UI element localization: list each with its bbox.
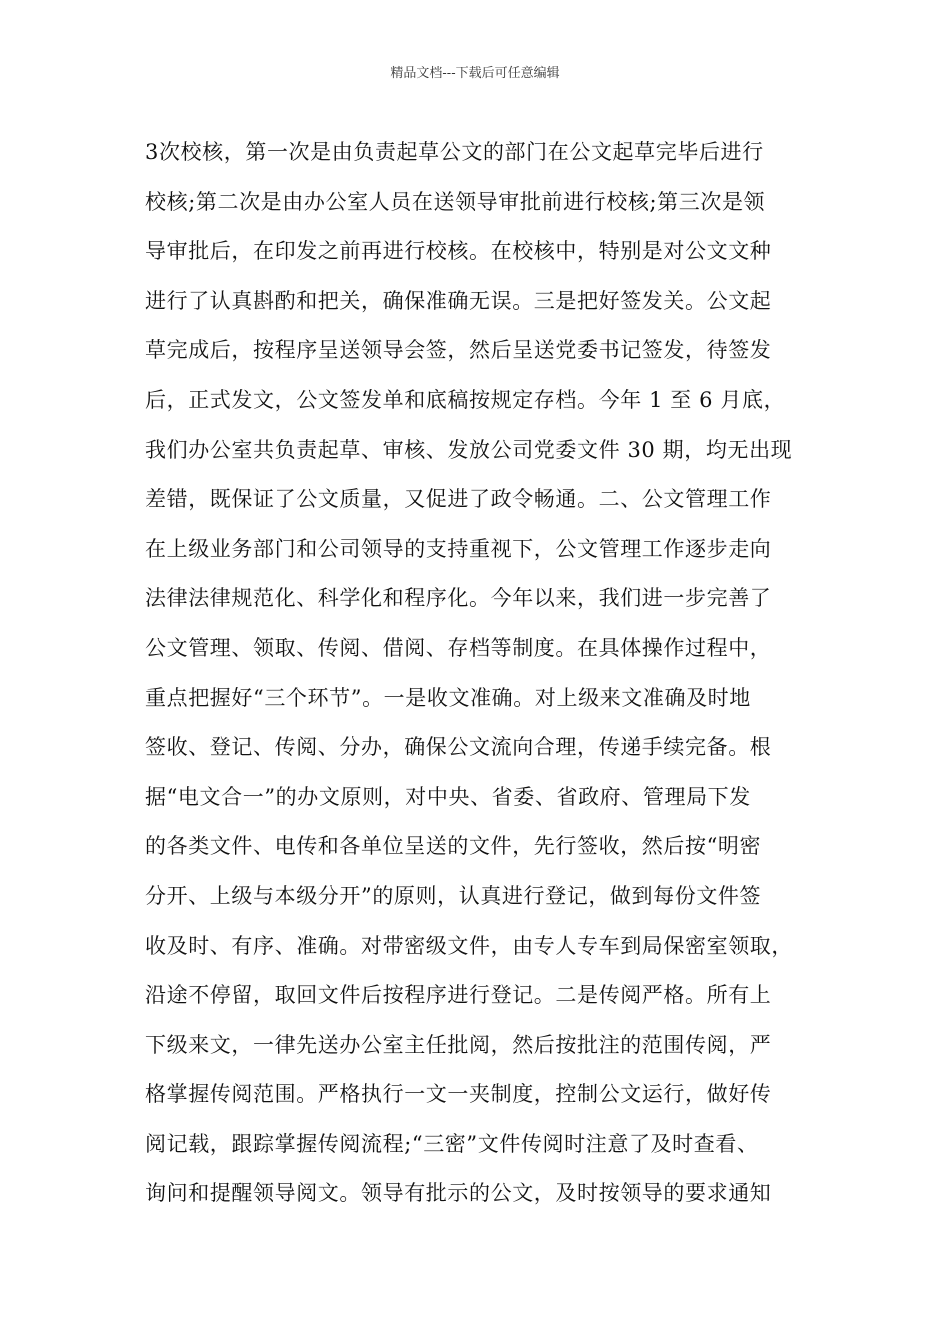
body-line: 草完成后，按程序呈送领导会签，然后呈送党委书记签发，待签发: [145, 338, 772, 363]
body-line: 的各类文件、电传和各单位呈送的文件，先行签收，然后按“明密: [145, 834, 762, 859]
body-line: 询问和提醒领导阅文。领导有批示的公文，及时按领导的要求通知: [145, 1181, 772, 1206]
body-line: 差错，既保证了公文质量，又促进了政令畅通。二、公文管理工作: [145, 487, 772, 512]
body-line: 公文管理、领取、传阅、借阅、存档等制度。在具体操作过程中，: [145, 635, 772, 660]
body-line: 后，正式发文，公文签发单和底稿按规定存档。今年 1 至 6 月底，: [145, 387, 786, 412]
body-line: 签收、登记、传阅、分办，确保公文流向合理，传递手续完备。根: [145, 735, 772, 760]
body-line: 在上级业务部门和公司领导的支持重视下，公文管理工作逐步走向: [145, 536, 772, 561]
body-line: 导审批后，在印发之前再进行校核。在校核中，特别是对公文文种: [145, 239, 772, 264]
body-line: 据“电文合一”的办文原则，对中央、省委、省政府、管理局下发: [145, 784, 751, 809]
body-line: 进行了认真斟酌和把关，确保准确无误。三是把好签发关。公文起: [145, 288, 772, 313]
body-line: 分开、上级与本级分开”的原则，认真进行登记，做到每份文件签: [145, 883, 762, 908]
body-line: 3次校核，第一次是由负责起草公文的部门在公文起草完毕后进行: [145, 140, 764, 164]
body-line: 沿途不停留，取回文件后按程序进行登记。二是传阅严格。所有上: [145, 983, 772, 1008]
document-body: [145, 132, 845, 1223]
body-line: 法律法律规范化、科学化和程序化。今年以来，我们进一步完善了: [145, 586, 772, 611]
page-header: 精品文档---下载后可任意编辑: [390, 66, 560, 81]
body-line: 重点把握好“三个环节”。一是收文准确。对上级来文准确及时地: [145, 685, 751, 710]
body-line: 格掌握传阅范围。严格执行一文一夹制度，控制公文运行，做好传: [145, 1082, 772, 1107]
body-line: 下级来文，一律先送办公室主任批阅，然后按批注的范围传阅，严: [145, 1032, 772, 1057]
body-line: 校核;第二次是由办公室人员在送领导审批前进行校核;第三次是领: [145, 189, 766, 214]
body-line: 阅记载，跟踪掌握传阅流程;“三密”文件传阅时注意了及时查看、: [145, 1131, 759, 1156]
body-line: 收及时、有序、准确。对带密级文件，由专人专车到局保密室领取，: [145, 933, 793, 958]
body-line: 我们办公室共负责起草、审核、发放公司党委文件 30 期，均无出现: [145, 437, 793, 462]
